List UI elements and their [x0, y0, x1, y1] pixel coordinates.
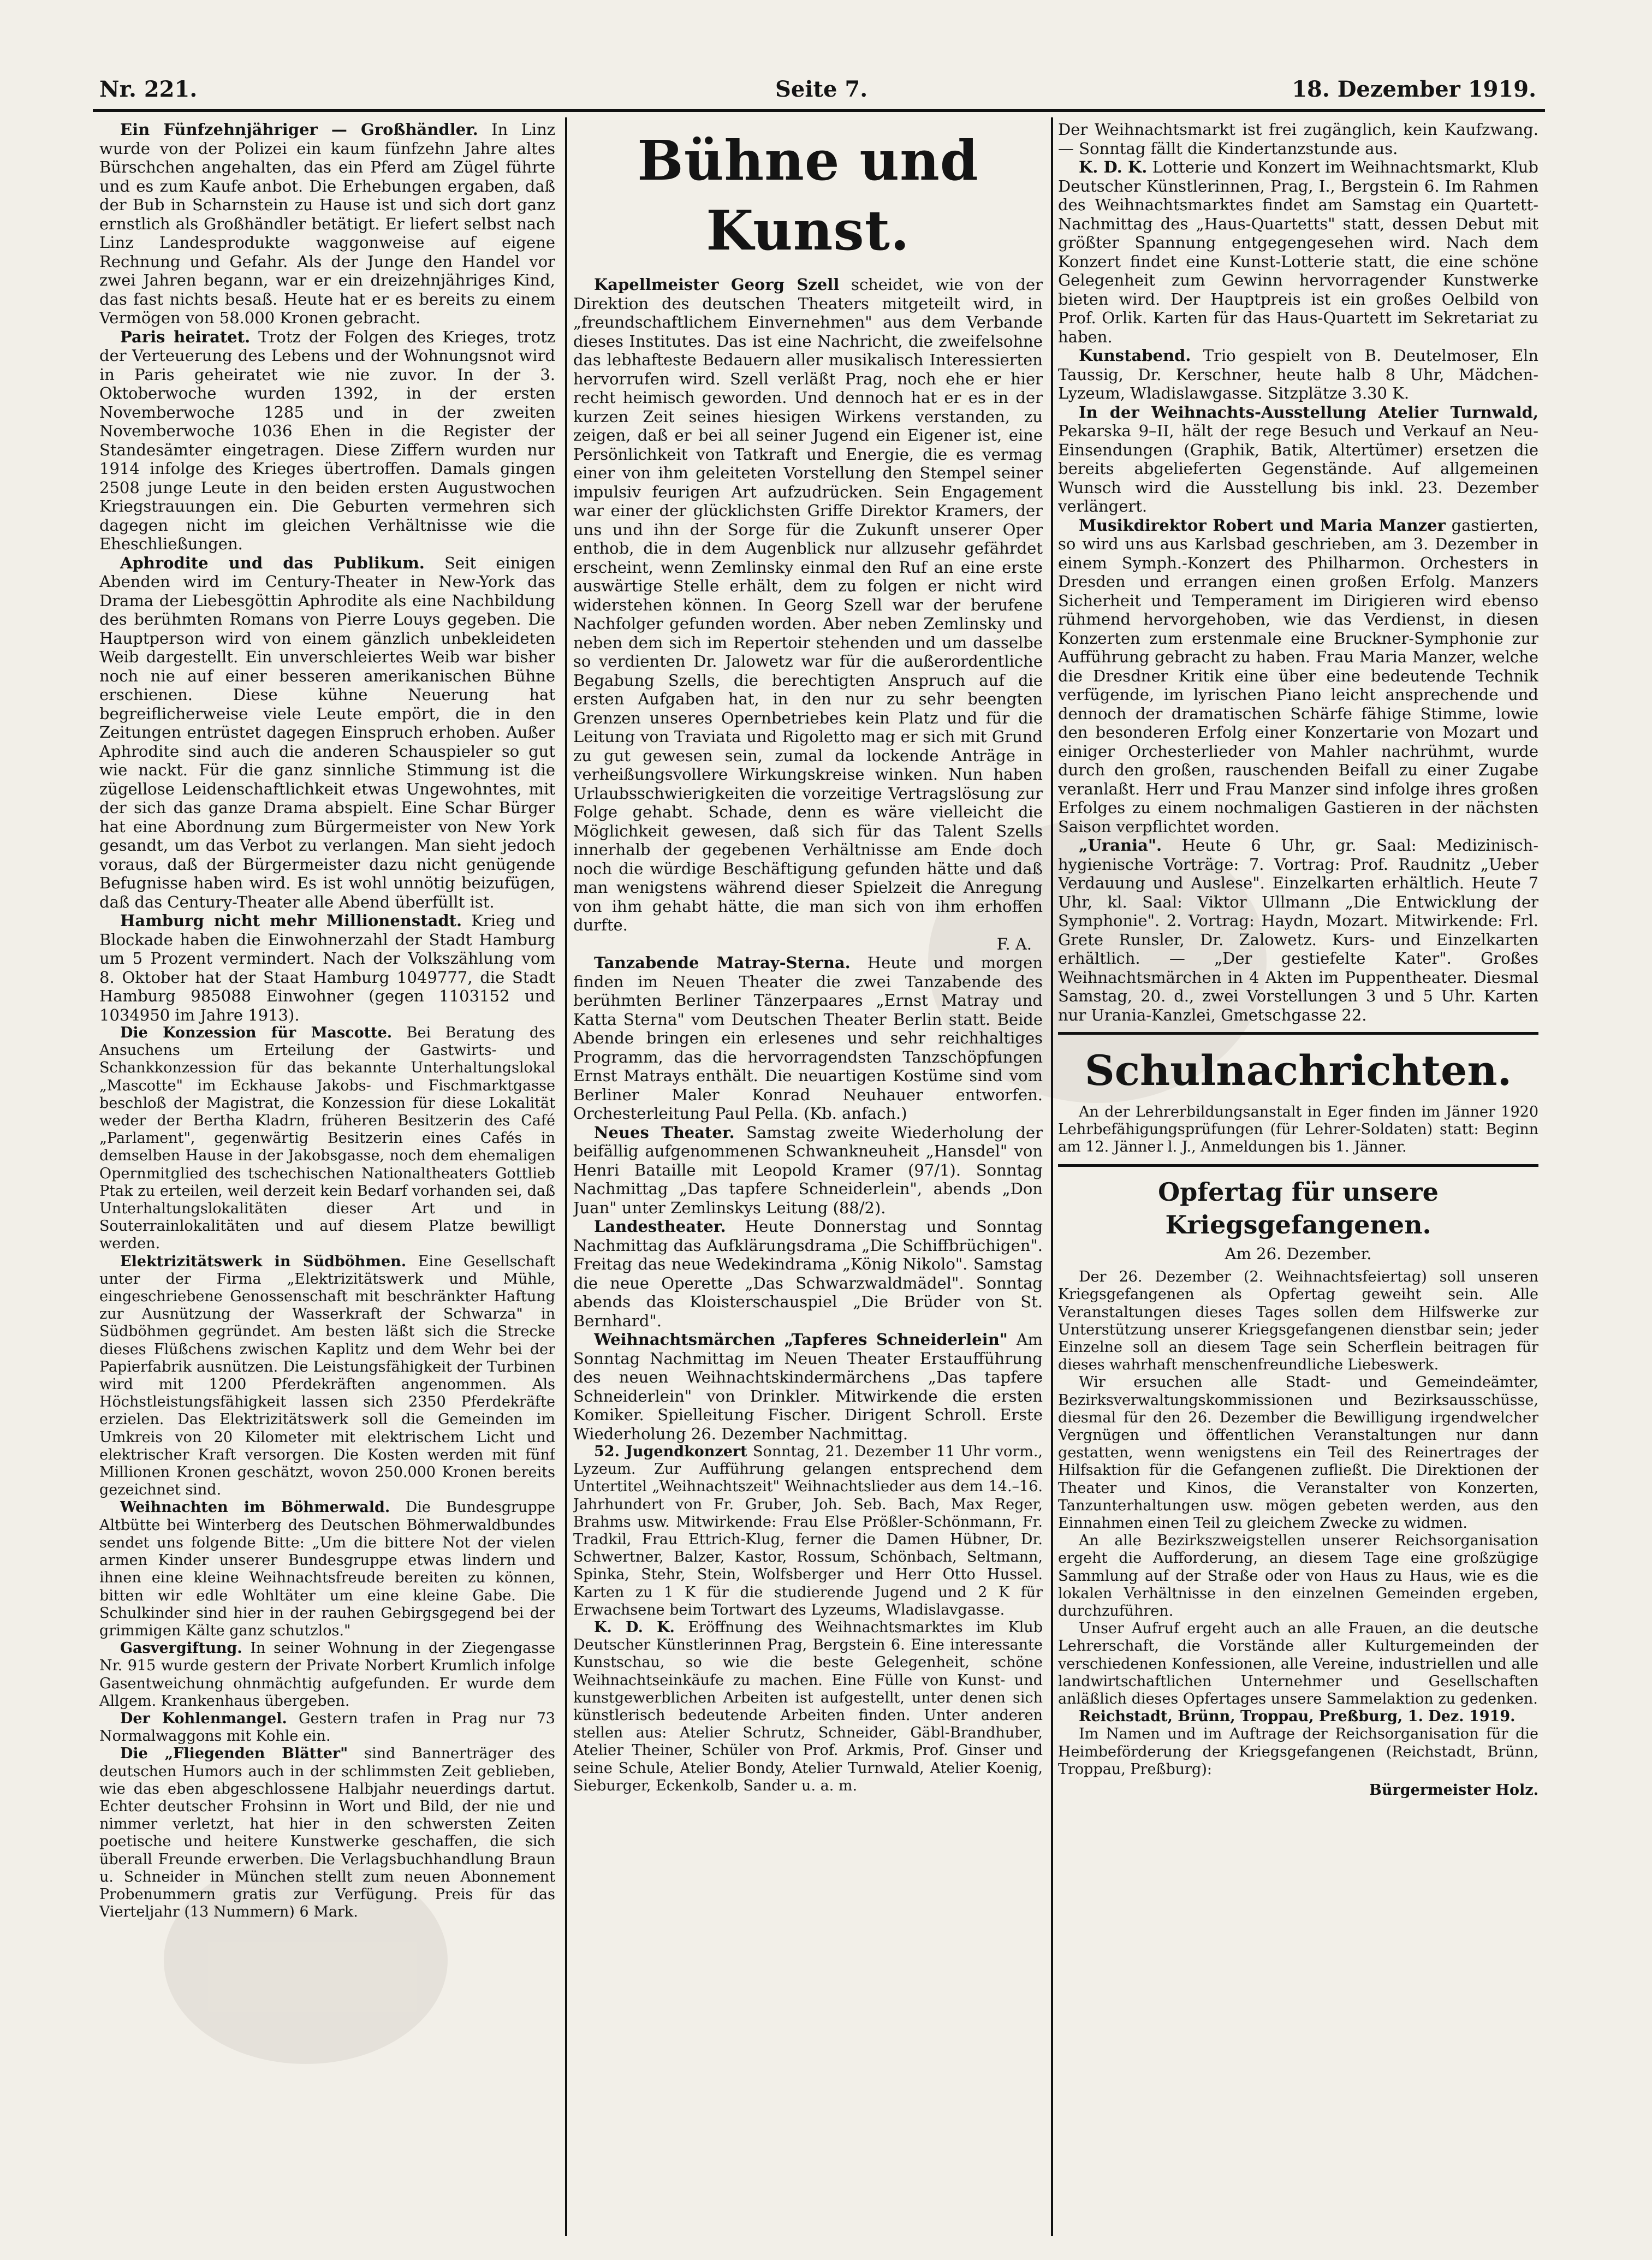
article	[99, 120, 555, 328]
article-body: scheidet, wie von der Direktion des deutschen Theaters mitgeteilt wird, in „freundschaftlichem Einvernehmen" aus dem Verbande dieses Institutes. Das ist eine Nachricht, die zweifelsohne das lebhafteste Bedauern aller musikalisch Interessierten hervorrufen wird. Szell verläßt Prag, noch ehe er hier recht heimisch geworden. Und dennoch hat er es in der kurzen Zeit seines hiesigen Wirkens verstanden, zu zeigen, daß er bei all seiner Jugend ein Eigener ist, eine Persönlichkeit von Tatkraft und Energie, die es vermag einer von ihm geleiteten Vorstellung den Stempel seiner impulsiv feurigen Art aufzudrücken. Sein Engagement war einer der glücklichsten Griffe Direktor Kramers, der uns und ihn der Sorge für die Zukunft unserer Oper enthob, die in dem Augenblick nur allzusehr gefährdet erscheint, wenn Zemlinsky einmal den Ruf an eine erste auswärtige Stelle erhält, dem zu folgen er nicht wird widerstehen können. In Georg Szell war der berufene Nachfolger gefunden worden. Aber neben Zemlinsky und neben dem sich im Repertoir stehenden und um dasselbe so verdienten Dr. Jalowetz war für die außerordentliche Begabung Szells, die berechtigten Anspruch auf die ersten Aufgaben hat, in den nur zu sehr beengten Grenzen unseres Opernbetriebes kein Platz und für die Leitung von Traviata und Rigoletto mag er sich mit Grund zu gut gewesen sein, zumal da lockende Anträge in verheißungsvollere Wirkungskreise winken. Nun haben Urlaubsschwierigkeiten die vorzeitige Vertragslösung zur Folge gehabt. Schade, denn es wäre vielleicht die Möglichkeit gewesen, daß sich für das Talent Szells innerhalb der gegebenen Verhältnisse am Ende doch noch die würdige Beschäftigung gefunden hätte und daß man wenigstens während dieser Spielzeit die Anregung von ihm gehabt hätte, die man sich von ihm erhoffen durfte.	[573, 275, 1043, 934]
column-announcements	[1058, 120, 1538, 2239]
article	[573, 1123, 1043, 1218]
article	[1058, 516, 1538, 837]
article-body: sind Bannerträger des deutschen Humors auch in der schlimmsten Zeit geblieben, wie das eben abgeschlossene Halbjahr neuerdings dartut. Echter deutscher Frohsinn in Wort und Bild, der nie und nimmer verletzt, hat hier in den schwersten Zeiten poetische und heitere Kunstwerke geschaffen, die sich überall Freunde erwerben. Die Verlagsbuchhandlung Braun u. Schneider in München stellt zum neuen Abonnement Probenummern gratis zur Verfügung. Preis für das Vierteljahr (13 Nummern) 6 Mark.	[99, 1745, 555, 1921]
page-number: Seite 7.	[775, 76, 868, 102]
article	[1058, 836, 1538, 1024]
article	[573, 275, 1043, 935]
article	[99, 1710, 555, 1745]
article-body: Die Bundesgruppe Altbütte bei Winterberg des Deutschen Böhmerwaldbundes sendet uns folgende Bitte: „Um die bittere Not der vielen armen Kinder unserer Bundesgruppe etwas lindern und ihnen eine kleine Weihnachtsfreude bereiten zu können, bitten wir edle Wohltäter um eine kleine Gabe. Die Schulkinder sind hier in der rauhen Gebirgsgegend bei der grimmigen Kälte ganz schutzlos."	[99, 1499, 555, 1639]
article	[573, 1619, 1043, 1795]
article-body: gastierten, so wird uns aus Karlsbad geschrieben, am 3. Dezember in einem Symph.-Konzert des Philharmon. Orchesters in Dresden und errangen einen großen Erfolg. Manzers Sicherheit und Temperament im Dirigieren wird ebenso rühmend hervorgehoben, wie das Verdienst, in diesen Konzerten zum erstenmale eine Bruckner-Symphonie zur Aufführung gebracht zu haben. Frau Maria Manzer, welche die Dresdner Kritik eine über eine bedeutende Technik verfügende, im lyrischen Piano leicht ansprechende und dennoch der dramatischen Schärfe fähige Stimme, lowie den besonderen Erfolg einer Konzertarie von Mozart und einiger Orchesterlieder von Mahler nachrühmt, wurde durch den großen, rauschenden Beifall zu einer Zugabe veranlaßt. Herr und Frau Manzer sind infolge ihres großen Erfolges zu einem nochmaligen Gastieren in der nächsten Saison verpflichtet worden.	[1058, 515, 1538, 836]
article-continuation	[1058, 120, 1538, 158]
appeal-date: Am 26. Dezember.	[1225, 1244, 1372, 1263]
article-heading: Die „Fliegenden Blätter"	[120, 1745, 348, 1763]
article-heading: Landestheater.	[594, 1217, 726, 1236]
article	[99, 911, 555, 1024]
article-body: Sonntag, 21. Dezember 11 Uhr vorm., Lyzeum. Zur Aufführung gelangen entsprechend dem Untertitel „Weihnachtszeit" Weihnachtslieder aus dem 14.–16. Jahrhundert von Fr. Gruber, Joh. Seb. Bach, Max Reger, Brahms usw. Mitwirkende: Frau Else Prößler-Schönmann, Fr. Tradkil, Frau Ettrich-Klug, ferner die Damen Hübner, Dr. Schwertner, Balzer, Kastor, Rossum, Schönbach, Seltmann, Spinka, Stehr, Stein, Wolfsberger und Herr Otto Hussel. Karten zu 1 K für die studierende Jugend und 2 K für Erwachsene beim Tortwart des Lyzeums, Wladislavgasse.	[573, 1443, 1043, 1618]
article-heading: Neues Theater.	[594, 1123, 735, 1142]
article-heading: K. D. K.	[594, 1619, 675, 1636]
article-heading: Elektrizitätswerk in Südböhmen.	[120, 1253, 407, 1270]
article-heading: Die Konzession für Mascotte.	[120, 1024, 393, 1041]
article-body: Am Sonntag Nachmittag im Neuen Theater Erstaufführung des neuen Weihnachtskindermärchens „Das tapfere Schneiderlein" von Drinkler. Mitwirkende die ersten Komiker. Spielleitung Fischer. Dirigent Schroll. Erste Wiederholung 26. Dezember Nachmittag.	[573, 1330, 1043, 1443]
section-title: Bühne und Kunst.	[637, 128, 979, 263]
article	[573, 953, 1043, 1123]
article-heading: Kunstabend.	[1079, 346, 1191, 365]
article-body: Gestern trafen in Prag nur 73 Normalwaggons mit Kohle ein.	[99, 1710, 555, 1745]
article-heading: K. D. K.	[1079, 158, 1148, 176]
article	[1058, 403, 1538, 516]
appeal-place-date: Reichstadt, Brünn, Troppau, Preßburg, 1. Dez. 1919.	[1079, 1708, 1516, 1725]
article-heading: „Urania".	[1079, 836, 1162, 855]
article-body: Lotterie und Konzert im Weihnachtsmarkt, Klub Deutscher Künstlerinnen, Prag, I., Bergstein 6. Im Rahmen des Weihnachtsmarktes findet am Samstag ein Quartett-Nachmittag des „Haus-Quartetts" statt, dessen Debut mit größter Spannung entgegengesehen wird. Nach dem Konzert findet eine Kunst-Lotterie statt, die eine schöne Gelegenheit zum Gewinn hervorragender Kunstwerke bieten wird. Der Hauptpreis ist ein großes Oelbild von Prof. Orlik. Karten für das Haus-Quartett im Sekretariat zu haben.	[1058, 158, 1538, 346]
article-heading: Gasvergiftung.	[120, 1640, 242, 1657]
column-divider	[1051, 117, 1053, 2236]
article-heading: Paris heiratet.	[120, 327, 251, 346]
article-body: Eine Gesellschaft unter der Firma „Elektrizitätswerk und Mühle, eingeschriebene Genossenschaft mit beschränkter Haftung zur Ausnützung der Wasserkraft der Schwarza" in Südböhmen gegründet. Am besten läßt sich die Strecke dieses Flüßchens zwischen Kaplitz und dem Wehr bei der Papierfabrik ausnützen. Die Leistungsfähigkeit der Turbinen wird mit 1200 Pferdekräften angenommen. Als Höchstleistungsfähigkeit lassen sich 2350 Pferdekräfte erzielen. Das Elektrizitätswerk soll die Gemeinden im Umkreis von 20 Kilometer mit elektrischem Licht und elektrischer Kraft versorgen. Die Kosten werden mit fünf Millionen Kronen geschätzt, wovon 250.000 Kronen bereits gezeichnet sind.	[99, 1253, 555, 1499]
article-body: Der Weihnachtsmarkt ist frei zugänglich, kein Kaufzwang. — Sonntag fällt die Kindertanzstunde aus.	[1058, 120, 1538, 158]
appeal-paragraph: Unser Aufruf ergeht auch an alle Frauen, an die deutsche Lehrerschaft, die Vorstände aller Kulturgemeinden der verschiedenen Konfessionen, alle Vereine, industriellen und alle landwirtschaftlichen Unternehmer und Gesellschaften anläßlich dieses Opfertages unsere Sammelaktion zu gedenken.	[1058, 1620, 1538, 1707]
article	[99, 1745, 555, 1921]
article-heading: Kapellmeister Georg Szell	[594, 275, 840, 294]
article-heading: Tanzabende Matray-Sterna.	[594, 953, 851, 972]
article	[99, 1640, 555, 1710]
appeal-paragraph: Im Namen und im Auftrage der Reichsorganisation für die Heimbeförderung der Kriegsgefangenen (Reichstadt, Brünn, Troppau, Preßburg):	[1058, 1725, 1538, 1778]
appeal-paragraph: Der 26. Dezember (2. Weihnachtsfeiertag) soll unseren Kriegsgefangenen als Opfertag geweiht sein. Alle Veranstaltungen dieses Tages sollen dem Hilfswerke zur Unterstützung unserer Kriegsgefangenen dienstbar sein; jeder Einzelne soll an diesem Tage sein Scherflein beitragen für dieses wahrhaft menschenfreundliche Liebeswerk.	[1058, 1268, 1538, 1374]
article-body: Trotz der Folgen des Krieges, trotz der Verteuerung des Lebens und der Wohnungsnot wird in Paris geheiratet wie nie zuvor. In der 3. Oktoberwoche wurden 1392, in der ersten Novemberwoche 1285 und in der zweiten Novemberwoche 1036 Ehen in die Register der Standesämter eingetragen. Diese Ziffern wurden nur 1914 infolge des Krieges übertroffen. Damals gingen 2508 junge Leute in den beiden ersten Augustwochen Kriegstrauungen ein. Die Geburten vermehren sich dagegen nicht im gleichen Verhältnisse wie die Eheschließungen.	[99, 327, 555, 553]
article-body: An der Lehrerbildungsanstalt in Eger finden im Jänner 1920 Lehrbefähigungsprüfungen (für Lehrer-Soldaten) statt: Beginn am 12. Jänner l. J., Anmeldungen bis 1. Jänner.	[1058, 1104, 1538, 1156]
article-body: Pekarska 9–II, hält der rege Besuch und Verkauf an Neu-Einsendungen (Graphik, Batik, Altertümer) ersetzen die bereits abgelieferten Gegenstände. Auf allgemeinen Wunsch wird die Ausstellung bis inkl. 23. Dezember verlängert.	[1058, 422, 1538, 515]
article-body: Trio gespielt von B. Deutelmoser, Eln Taussig, Dr. Kerschner, heute halb 8 Uhr, Mädchen-Lyzeum, Wladislawgasse. Sitzplätze 3.30 K.	[1058, 346, 1538, 402]
article-heading: Weihnachtsmärchen „Tapferes Schneiderlein"	[594, 1330, 1008, 1349]
section-rule	[1058, 1164, 1538, 1167]
article-body: Eröffnung des Weihnachtsmarktes im Klub Deutscher Künstlerinnen Prag, Bergstein 6. Eine interessante Kunstschau, so wie die beste Gelegenheit, schöne Weihnachtseinkäufe zu machen. Eine Fülle von Kunst- und kunstgewerblichen Arbeiten ist aufgestellt, unter denen sich künstlerisch bedeutende Arbeiten finden. Unter anderen stellen aus: Atelier Schrutz, Schneider, Gäbl-Brandhuber, Atelier Theiner, Schüler von Prof. Arkmis, Prof. Ginser und seine Schule, Atelier Bondy, Atelier Turnwald, Atelier Koenig, Sieburger, Eckenkolb, Sander u. a. m.	[573, 1619, 1043, 1794]
section-title-sacrifice-day: Opfertag für unsere Kriegsgefangenen.	[1158, 1177, 1439, 1239]
article-body: Heute und morgen finden im Neuen Theater die zwei Tanzabende des berühmten Berliner Tänzerpaares „Ernst Matray und Katta Sterna" vom Deutschen Theater Berlin statt. Beide Abende bringen ein erlesenes und sehr reichhaltiges Programm, das die hervorragendsten Tanzschöpfungen Ernst Matrays enthält. Die neuartigen Kostüme sind vom Berliner Maler Konrad Neuhauer entworfen. Orchesterleitung Paul Pella. (Kb. anfach.)	[573, 953, 1043, 1123]
article	[573, 1443, 1043, 1619]
header-rule	[93, 109, 1545, 112]
article-body: In seiner Wohnung in der Ziegengasse Nr. 915 wurde gestern der Private Norbert Krumlich infolge Gasentweichung ohnmächtig aufgefunden. Er wurde dem Allgem. Krankenhaus übergeben.	[99, 1640, 555, 1710]
issue-date: 18. Dezember 1919.	[1292, 76, 1536, 102]
article-heading: Ein Fünfzehnjähriger — Großhändler.	[120, 120, 478, 139]
appeal-paragraph: Wir ersuchen alle Stadt- und Gemeindeämter, Bezirksverwaltungskommissionen und Bezirksausschüsse, diesmal für den 26. Dezember die Bewilligung irgendwelcher Vergnügen und öffentlichen Veranstaltungen nur dann gestatten, wenn wenigstens ein Teil des Reinertrages der Hilfsaktion für die Gefangenen zufließt. Die Direktionen der Theater und Kinos, die Veranstalter von Konzerten, Tanzunterhaltungen usw. mögen gebeten werden, aus den Einnahmen einen Teil zu gleichem Zwecke zu widmen.	[1058, 1374, 1538, 1532]
article-signature: F. A.	[996, 934, 1032, 953]
article	[99, 554, 555, 912]
article-heading: Hamburg nicht mehr Millionenstadt.	[120, 911, 462, 930]
article-body: Krieg und Blockade haben die Einwohnerzahl der Stadt Hamburg um 5 Prozent vermindert. Nach der Volkszählung vom 8. Oktober hat der Staat Hamburg 1049777, die Stadt Hamburg 985088 Einwohner (gegen 1103152 und 1034950 im Jahre 1913).	[99, 911, 555, 1024]
column-stage-and-art	[573, 120, 1043, 2239]
article	[99, 1499, 555, 1640]
article	[99, 328, 555, 554]
article-heading: Weihnachten im Böhmerwald.	[120, 1499, 390, 1516]
article-body: Heute 6 Uhr, gr. Saal: Medizinisch-hygienische Vorträge: 7. Vortrag: Prof. Raudnitz „Ueber Verdauung und Auslese". Einzelkarten erhältlich. Heute 7 Uhr, kl. Saal: Viktor Ullmann „Die Entwicklung der Symphonie". 2. Vortrag: Haydn, Mozart. Mitwirkende: Frl. Grete Runsler, Dr. Zalowetz. Kurs- und Einzelkarten erhältlich. — „Der gestiefelte Kater". Großes Weihnachtsmärchen in 4 Akten im Puppentheater. Diesmal Samstag, 20. d., zwei Vorstellungen 3 und 5 Uhr. Karten nur Urania-Kanzlei, Gmetschgasse 22.	[1058, 836, 1538, 1024]
appeal-paragraph: An alle Bezirkszweigstellen unserer Reichsorganisation ergeht die Aufforderung, an diesem Tage eine großzügige Sammlung auf der Straße oder von Haus zu Haus, wie es die lokalen Verhältnisse in den einzelnen Gemeinden ergeben, durchzuführen.	[1058, 1532, 1538, 1620]
column-local-news	[99, 120, 555, 2239]
article-heading: Musikdirektor Robert und Maria Manzer	[1079, 515, 1446, 535]
article	[99, 1024, 555, 1253]
article-heading: Aphrodite und das Publikum.	[120, 553, 425, 572]
article	[1058, 346, 1538, 403]
section-rule	[1058, 1032, 1538, 1035]
appeal-signature: Bürgermeister Holz.	[1369, 1782, 1538, 1799]
article-heading: Der Kohlenmangel.	[120, 1710, 287, 1727]
article-heading: In der Weihnachts-Ausstellung Atelier Turnwald,	[1079, 402, 1538, 422]
article-body: Samstag zweite Wiederholung der beifällig aufgenommenen Schwankneuheit „Hansdel" von Henri Bataille mit Leopold Kramer (97/1). Sonntag Nachmittag „Das tapfere Schneiderlein", abends „Don Juan" unter Zemlinskys Leitung (88/2).	[573, 1123, 1043, 1217]
article-body: In Linz wurde von der Polizei ein kaum fünfzehn Jahre altes Bürschchen angehalten, das ein Pferd am Zügel führte und es zum Kaufe anbot. Die Erhebungen ergaben, daß der Bub in Scharnstein zu Hause ist und sich dort ganz ernstlich als Großhändler betätigt. Er liefert selbst nach Linz Landesprodukte waggonweise auf eigene Rechnung und Gefahr. Als der Junge den Handel vor zwei Jahren begann, war er ein dreizehnjähriges Kind, das fast nichts besaß. Heute hat er es bereits zu einem Vermögen von 58.000 Kronen gebracht.	[99, 120, 555, 327]
article	[573, 1330, 1043, 1443]
article	[573, 1217, 1043, 1330]
article-heading: 52. Jugendkonzert	[594, 1443, 747, 1460]
section-title-school-news: Schulnachrichten.	[1084, 1046, 1512, 1095]
article-body: Bei Beratung des Ansuchens um Erteilung der Gastwirts- und Schankkonzession für das bekannte Unterhaltungslokal „Mascotte" im Eckhause Jakobs- und Fischmarktgasse beschloß der Magistrat, die Konzession für diese Lokalität weder der Bertha Kladrn, früheren Besitzerin des Café „Parlament", gegenwärtig Besitzerin eines Cafés in demselben Hause in der Jakobsgasse, noch dem ehemaligen Opernmitglied des tschechischen Nationaltheaters Gottlieb Ptak zu erteilen, weil derzeit kein Bedarf vorhanden sei, daß Unterhaltungslokalitäten dieser Art und in Souterrainlokalitäten und auf diesem Platze bewilligt werden.	[99, 1024, 555, 1253]
article-body: Seit einigen Abenden wird im Century-Theater in New-York das Drama der Liebesgöttin Aphrodite als eine Nachbildung des berühmten Romans von Pierre Louys gegeben. Die Hauptperson wird von einem gänzlich unbekleideten Weib dargestellt. Ein unverschleiertes Weib war bisher noch nie auf einer besseren amerikanischen Bühne erschienen. Diese kühne Neuerung hat begreiflicherweise viele Leute empört, die in den Zeitungen entrüstet dagegen Einspruch erhoben. Außer Aphrodite sind auch die anderen Schauspieler so gut wie nackt. Für die ganz sinnliche Stimmung ist die zügellose Leidenschaftlichkeit etwas Ungewohntes, mit der sich das ganze Drama abspielt. Eine Schar Bürger hat eine Abordnung zum Bürgermeister von New York gesandt, um das Verbot zu verlangen. Man sieht jedoch voraus, daß der Bürgermeister dazu nicht genügende Befugnisse haben wird. Es ist wohl unnötig beizufügen, daß das Century-Theater alle Abend überfüllt ist.	[99, 553, 555, 911]
article	[99, 1253, 555, 1499]
article	[1058, 158, 1538, 346]
issue-number: Nr. 221.	[99, 76, 198, 102]
article-body: Heute Donnerstag und Sonntag Nachmittag das Aufklärungsdrama „Die Schiffbrüchigen". Freitag das neue Wedekindrama „König Nikolo". Samstag die neue Operette „Das Schwarzwaldmädel". Sonntag abends das Kloisterschauspiel „Die Brüder von St. Bernhard".	[573, 1217, 1043, 1330]
column-divider	[565, 117, 567, 2236]
